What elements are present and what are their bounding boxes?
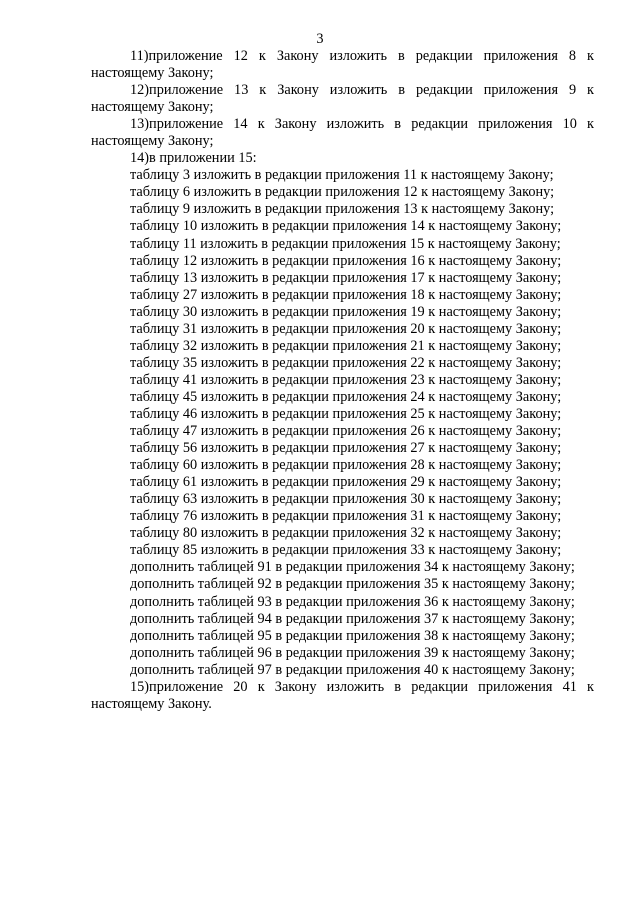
table-amendment-line: таблицу 10 изложить в редакции приложения 14 к настоящему Закону; — [130, 218, 562, 235]
item-11-paragraph: 11)приложение 12 к Закону изложить в редакции приложения 8 к настоящему Закону; — [91, 48, 594, 82]
table-amendment-line: таблицу 3 изложить в редакции приложения 11 к настоящему Закону; — [130, 167, 554, 184]
add-table-paragraph: дополнить таблицей 91 в редакции приложения 34 к настоящему Закону; — [130, 559, 575, 576]
table-amendment-line: таблицу 76 изложить в редакции приложения 31 к настоящему Закону; — [130, 508, 562, 525]
add-table-paragraph: дополнить таблицей 94 в редакции приложения 37 к настоящему Закону; — [130, 610, 575, 627]
table-amendment-line: таблицу 31 изложить в редакции приложения 20 к настоящему Закону; — [130, 320, 562, 337]
table-amendment-line: таблицу 60 изложить в редакции приложения 28 к настоящему Закону; — [130, 457, 562, 474]
table-amendment-line: таблицу 47 изложить в редакции приложения 26 к настоящему Закону; — [130, 423, 562, 440]
item-14-heading: 14)в приложении 15: — [130, 150, 257, 167]
add-table-paragraph: дополнить таблицей 93 в редакции приложения 36 к настоящему Закону; — [130, 593, 575, 610]
table-amendment-line: таблицу 35 изложить в редакции приложения 22 к настоящему Закону; — [130, 354, 562, 371]
item-15-paragraph: 15)приложение 20 к Закону изложить в редакции приложения 41 к настоящему Закону. — [91, 678, 594, 712]
table-amendment-line: таблицу 11 изложить в редакции приложения 15 к настоящему Закону; — [130, 235, 561, 252]
item-12-paragraph: 12)приложение 13 к Закону изложить в редакции приложения 9 к настоящему Закону; — [91, 82, 594, 116]
table-amendment-line: таблицу 12 изложить в редакции приложения 16 к настоящему Закону; — [130, 252, 562, 269]
page-number: 3 — [316, 31, 324, 47]
table-amendment-line: таблицу 61 изложить в редакции приложения 29 к настоящему Закону; — [130, 474, 562, 491]
table-amendment-line: таблицу 45 изложить в редакции приложения 24 к настоящему Закону; — [130, 388, 562, 405]
table-amendment-line: таблицу 30 изложить в редакции приложения 19 к настоящему Закону; — [130, 303, 562, 320]
table-amendment-line: таблицу 13 изложить в редакции приложения 17 к настоящему Закону; — [130, 269, 562, 286]
table-amendment-line: таблицу 46 изложить в редакции приложения 25 к настоящему Закону; — [130, 405, 562, 422]
table-amendment-line: таблицу 85 изложить в редакции приложения 33 к настоящему Закону; — [130, 542, 562, 559]
add-table-paragraph: дополнить таблицей 96 в редакции приложения 39 к настоящему Закону; — [130, 644, 575, 661]
table-amendment-line: таблицу 41 изложить в редакции приложения 23 к настоящему Закону; — [130, 371, 562, 388]
table-amendment-line: таблицу 9 изложить в редакции приложения 13 к настоящему Закону; — [130, 201, 555, 218]
table-amendment-line: таблицу 80 изложить в редакции приложения 32 к настоящему Закону; — [130, 525, 562, 542]
item-13-paragraph: 13)приложение 14 к Закону изложить в редакции приложения 10 к настоящему Закону; — [91, 116, 594, 150]
table-amendment-line: таблицу 6 изложить в редакции приложения 12 к настоящему Закону; — [130, 184, 555, 201]
table-amendment-line: таблицу 32 изложить в редакции приложения 21 к настоящему Закону; — [130, 337, 562, 354]
table-amendment-line: таблицу 63 изложить в редакции приложения 30 к настоящему Закону; — [130, 491, 562, 508]
add-table-paragraph: дополнить таблицей 92 в редакции приложения 35 к настоящему Закону; — [130, 576, 575, 593]
table-amendment-line: таблицу 27 изложить в редакции приложения 18 к настоящему Закону; — [130, 286, 562, 303]
document-body — [91, 48, 594, 713]
add-table-paragraph: дополнить таблицей 97 в редакции приложения 40 к настоящему Закону; — [130, 661, 575, 678]
table-amendment-line: таблицу 56 изложить в редакции приложения 27 к настоящему Закону; — [130, 440, 562, 457]
add-table-paragraph: дополнить таблицей 95 в редакции приложения 38 к настоящему Закону; — [130, 627, 575, 644]
